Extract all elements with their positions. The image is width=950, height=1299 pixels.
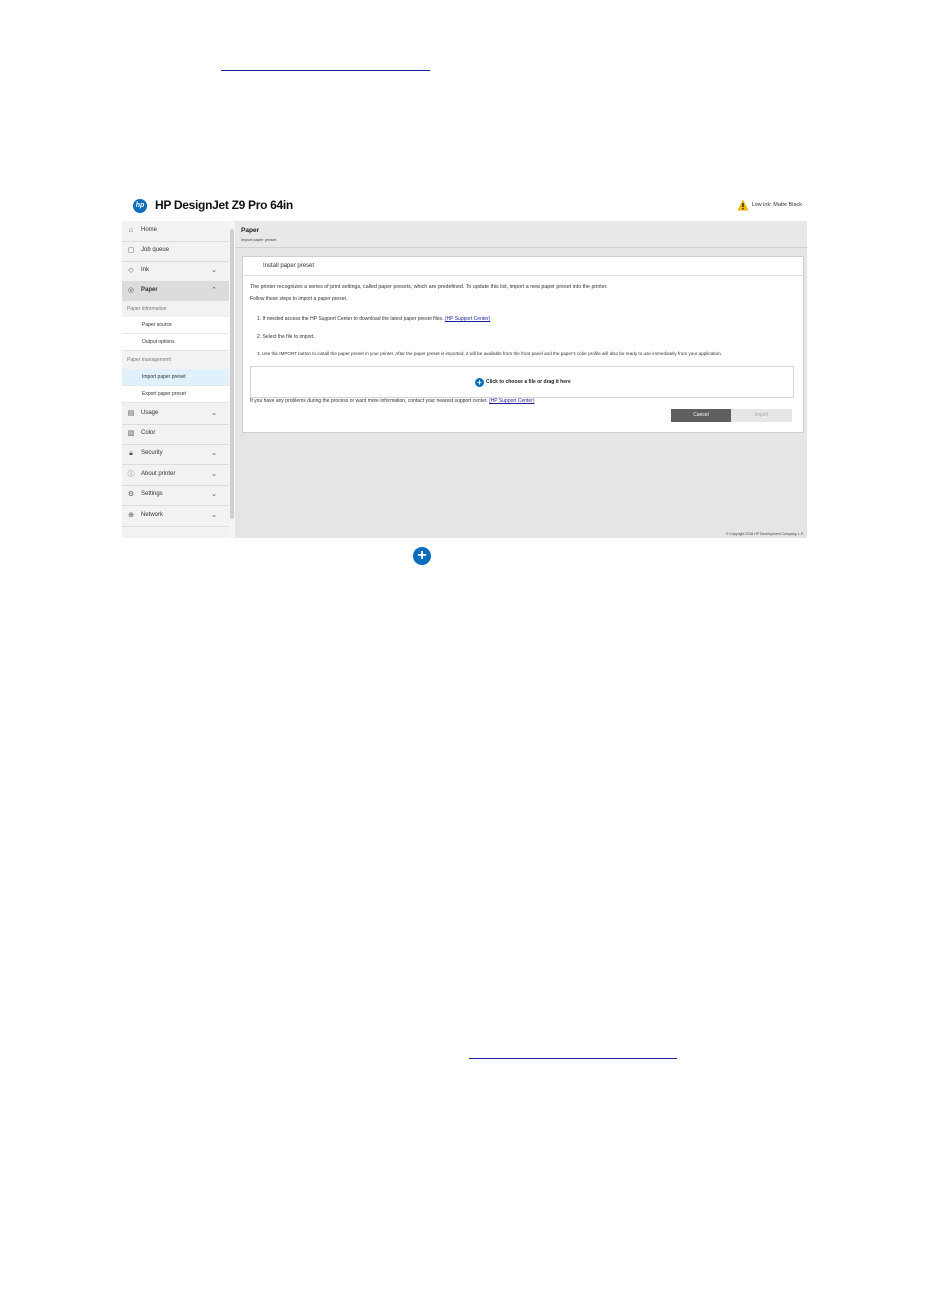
sidebar-subitem-paper-source[interactable]: Paper source (122, 317, 229, 334)
ink-icon: ◇ (128, 267, 134, 274)
info-icon: ⓘ (127, 471, 135, 478)
step-2: 2. Select the file to import. (257, 334, 315, 340)
lock-icon: 🔒︎ (129, 450, 133, 457)
chevron-down-icon: ⌄ (211, 512, 217, 519)
plus-icon: + (413, 547, 431, 565)
page-header (235, 221, 807, 248)
install-paper-preset-card (242, 256, 804, 433)
sidebar-item-label: Settings (141, 491, 163, 497)
job-queue-icon: ▢ (127, 247, 135, 254)
header (122, 188, 807, 221)
sidebar-item-job-queue[interactable] (122, 241, 229, 262)
main-content (235, 221, 807, 538)
sidebar-item-about-printer[interactable] (122, 465, 229, 486)
plus-icon: + (475, 378, 484, 387)
document-link-top[interactable] (221, 70, 430, 71)
chevron-down-icon: ⌄ (211, 471, 217, 478)
cancel-button[interactable]: Cancel (671, 409, 731, 422)
breadcrumb: Import paper preset (241, 237, 276, 242)
sidebar-item-network[interactable] (122, 506, 229, 527)
divider (243, 275, 803, 276)
paper-icon: ◎ (127, 287, 135, 294)
network-icon: ⊕ (128, 512, 134, 519)
sidebar-item-label: Color (141, 430, 156, 436)
color-icon: ▧ (127, 430, 135, 437)
copyright: © Copyright 2018 HP Development Company, L.P. (725, 532, 804, 536)
ews-screenshot (122, 188, 807, 538)
step-3: 3. Use the IMPORT button to install the paper preset in your printer. After the paper preset is imported, it will be available from the front panel and the paper's color profile will also be ready to use immediately from your application. (257, 351, 722, 356)
hp-logo: hp (133, 199, 147, 213)
group-label-paper-information: Paper information (122, 301, 229, 317)
problems-text: If you have any problems during the process or want more information, contact your nearest support center. (250, 398, 488, 404)
sidebar-item-settings[interactable] (122, 485, 229, 506)
sidebar-item-label: About printer (141, 471, 176, 477)
sidebar-item-label: Paper (141, 287, 158, 293)
sidebar-item-paper[interactable] (122, 281, 229, 302)
chevron-down-icon: ⌄ (211, 267, 217, 274)
chevron-down-icon: ⌄ (211, 450, 217, 457)
sidebar-item-label: Home (141, 227, 158, 233)
file-dropzone[interactable] (250, 366, 794, 398)
sidebar-item-security[interactable] (122, 444, 229, 465)
warning-icon (737, 199, 749, 211)
dropzone-text: Click to choose a file or drag it here (486, 379, 571, 385)
status-text[interactable]: Low ink: Matte Black (751, 202, 802, 208)
sidebar-item-label: Job queue (141, 247, 170, 253)
scrollbar-thumb[interactable] (230, 229, 234, 519)
gear-icon: ⚙ (127, 491, 135, 498)
support-center-link[interactable]: (HP Support Center) (444, 316, 491, 322)
card-title: Install paper preset (263, 263, 315, 269)
group-label-paper-management: Paper management (122, 352, 229, 368)
problems (250, 398, 535, 404)
chevron-down-icon: ⌄ (211, 491, 217, 498)
home-icon: ⌂ (128, 227, 134, 234)
sidebar (122, 221, 230, 538)
sidebar-item-color[interactable] (122, 424, 229, 445)
sidebar-item-ink[interactable] (122, 261, 229, 282)
document-link-bottom[interactable] (469, 1058, 677, 1059)
sidebar-item-label: Network (141, 512, 164, 518)
sidebar-item-usage[interactable] (122, 404, 229, 425)
sidebar-subitem-output-options[interactable]: Output options (122, 334, 229, 351)
sidebar-item-label: Security (141, 450, 163, 456)
sidebar-item-label: Ink (141, 267, 150, 273)
sidebar-subitem-export-paper-preset[interactable]: Export paper preset (122, 386, 229, 403)
step-1-text: 1. If needed access the HP Support Center to download the latest paper preset files. (257, 316, 444, 322)
intro-text: The printer recognizes a series of print settings, called paper presets, which are predefined. To update this list, import a new paper preset into the printer. (250, 284, 608, 290)
support-center-link[interactable]: (HP Support Center) (489, 398, 535, 404)
chevron-up-icon: ⌃ (211, 287, 217, 294)
sidebar-item-label: Usage (141, 410, 159, 416)
page-title: Paper (241, 227, 260, 234)
follow-text: Follow these steps to import a paper preset. (250, 296, 348, 302)
usage-icon: ▤ (127, 410, 135, 417)
import-button[interactable]: Import (731, 409, 792, 422)
product-name: HP DesignJet Z9 Pro 64in (155, 198, 293, 212)
step-1 (257, 316, 490, 322)
sidebar-item-home[interactable] (122, 221, 229, 242)
sidebar-subitem-import-paper-preset[interactable]: Import paper preset (122, 369, 229, 386)
chevron-down-icon: ⌄ (211, 410, 217, 417)
